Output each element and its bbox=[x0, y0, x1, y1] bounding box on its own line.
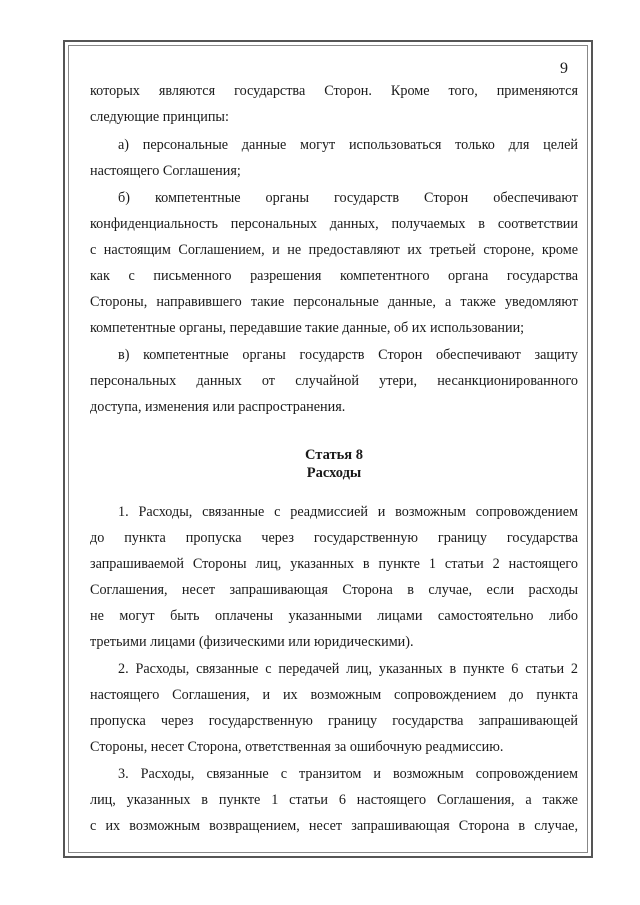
text-line: настоящего Соглашения; bbox=[90, 163, 241, 179]
text-line: которых являются государства Сторон. Кроме того, применяются bbox=[90, 83, 578, 99]
text-line: запрашиваемой Стороны лиц, указанных в пункте 1 статьи 2 настоящего bbox=[90, 556, 578, 572]
text-line: до пункта пропуска через государственную границу государства bbox=[90, 530, 578, 546]
list-item-v: в) компетентные органы государств Сторон обеспечивают защиту bbox=[118, 347, 578, 363]
text-line: Стороны, несет Сторона, ответственная за ошибочную реадмиссию. bbox=[90, 739, 504, 755]
article-title: Расходы bbox=[306, 465, 362, 481]
text-line: с настоящим Соглашением, и не предоставляют их третьей стороне, кроме bbox=[90, 242, 578, 258]
page-number: 9 bbox=[560, 60, 568, 77]
paragraph-1-start: 1. Расходы, связанные с реадмиссией и возможным сопровождением bbox=[118, 504, 578, 520]
list-item-b: б) компетентные органы государств Сторон обеспечивают bbox=[118, 190, 578, 206]
text-line: пропуска через государственную границу государства запрашивающей bbox=[90, 713, 578, 729]
text-line: доступа, изменения или распространения. bbox=[90, 399, 346, 415]
text-line: как с письменного разрешения компетентного органа государства bbox=[90, 268, 578, 284]
text-line: с их возможным возвращением, несет запрашивающая Сторона в случае, bbox=[90, 818, 578, 834]
text-line: конфиденциальность персональных данных, получаемых в соответствии bbox=[90, 216, 578, 232]
paragraph-3-start: 3. Расходы, связанные с транзитом и возможным сопровождением bbox=[118, 766, 578, 782]
text-line: компетентные органы, передавшие такие данные, об их использовании; bbox=[90, 320, 525, 336]
text-line: следующие принципы: bbox=[90, 109, 229, 125]
paragraph-2-start: 2. Расходы, связанные с передачей лиц, указанных в пункте 6 статьи 2 bbox=[118, 661, 578, 677]
text-line: лиц, указанных в пункте 1 статьи 6 настоящего Соглашения, а также bbox=[90, 792, 578, 808]
article-number: Статья 8 bbox=[305, 447, 363, 463]
text-line: настоящего Соглашения, и их возможным сопровождением до пункта bbox=[90, 687, 578, 703]
text-line: не могут быть оплачены указанными лицами самостоятельно либо bbox=[90, 608, 578, 624]
text-line: Соглашения, несет запрашивающая Сторона в случае, если расходы bbox=[90, 582, 578, 598]
list-item-a: а) персональные данные могут использоваться только для целей bbox=[118, 137, 578, 153]
text-line: третьими лицами (физическими или юридическими). bbox=[90, 634, 414, 650]
text-line: персональных данных от случайной утери, несанкционированного bbox=[90, 373, 578, 389]
text-line: Стороны, направившего такие персональные данные, а также уведомляют bbox=[90, 294, 578, 310]
